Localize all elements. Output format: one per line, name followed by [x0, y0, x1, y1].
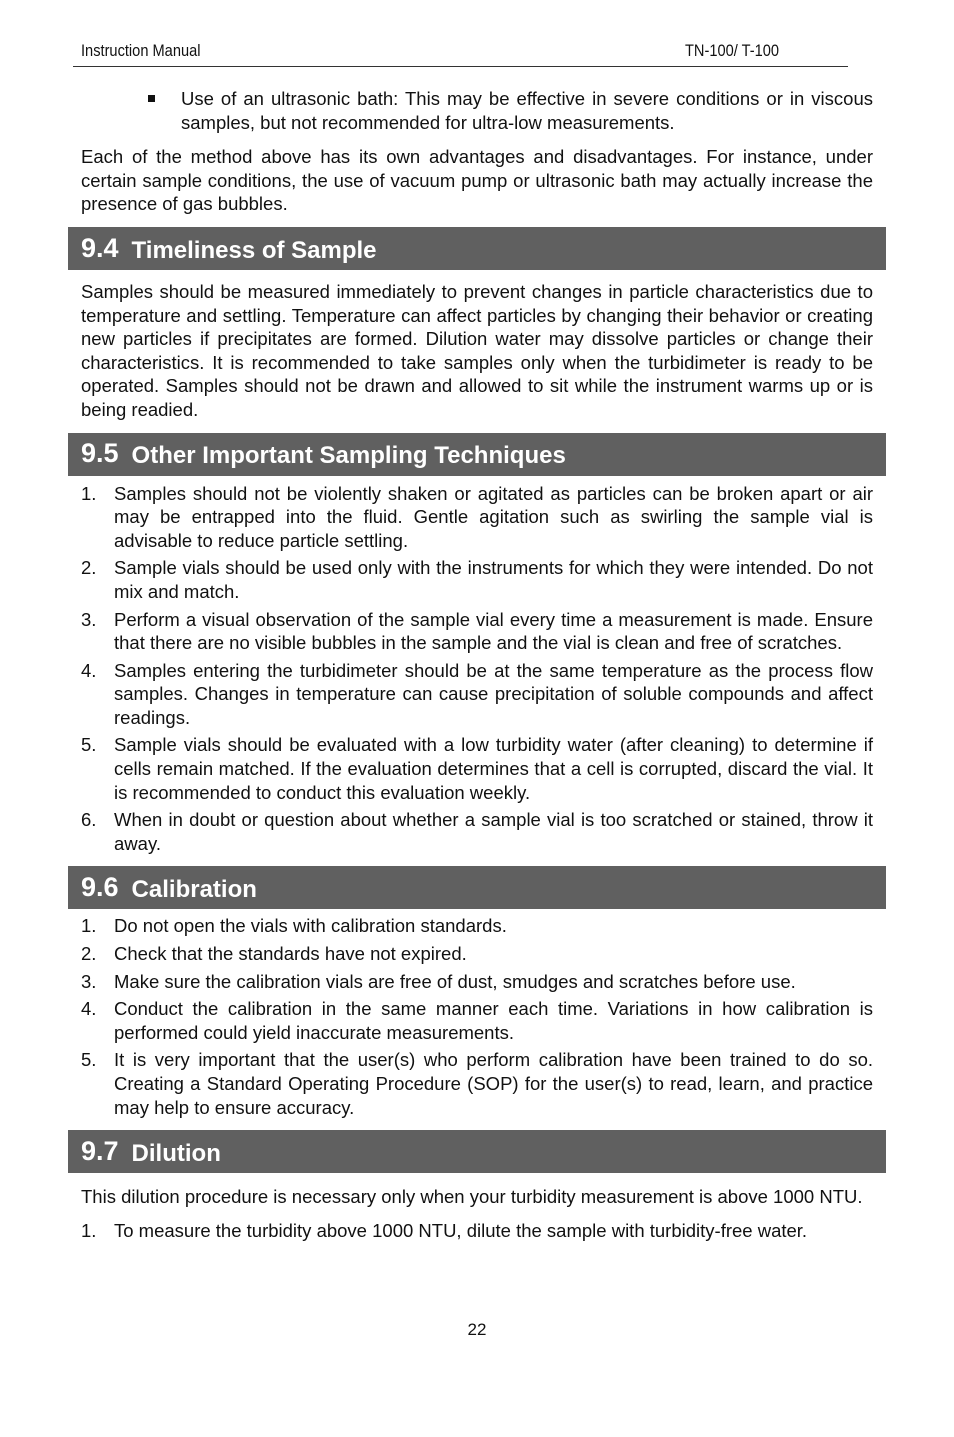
section-title: Timeliness of Sample: [131, 236, 377, 264]
list-item: [81, 970, 873, 994]
header-rule: [73, 66, 848, 67]
list-item-text: Samples entering the turbidimeter should be at the same temperature as the process flow samples. Changes in temperature can cause precipitation of soluble compounds and affect readings.: [114, 659, 873, 728]
section-title: Other Important Sampling Techniques: [131, 442, 566, 470]
list-item-text: It is very important that the user(s) who perform calibration have been trained to do so. Creating a Standard Operating Procedure (SOP) for the user(s) to read, learn, and practice may help to ensure accuracy.: [114, 1049, 873, 1118]
list-item-number: 2.: [81, 557, 97, 579]
square-bullet-icon: [148, 95, 155, 102]
list-item-number: 1.: [81, 482, 97, 504]
section-heading-9-5: [68, 433, 886, 476]
section-heading-9-4: [68, 227, 886, 270]
list-item-text: Make sure the calibration vials are free of dust, smudges and scratches before use.: [114, 970, 796, 992]
list-item-text: Perform a visual observation of the sample vial every time a measurement is made. Ensure that there are no visible bubbles in the sample and the vial is clean and free of scratches.: [114, 608, 873, 654]
section-number: 9.4: [81, 232, 119, 263]
list-item-number: 4.: [81, 659, 97, 681]
section-title: Calibration: [131, 876, 257, 904]
section-heading-9-6: [68, 866, 886, 909]
list-item: [81, 482, 873, 553]
section-paragraph: Samples should be measured immediately to prevent changes in particle characteristics due to temperature and settling. Temperature can affect particles by changing their behavior or creating new particles if precipitates are formed. Dilution water may dissolve particles or change their characteristics. It is recommended to take samples only when the turbidimeter is ready to be operated. Samples should not be drawn and allowed to sit while the instrument warms up or is being readied.: [81, 280, 873, 420]
list-item-text: Sample vials should be used only with the instruments for which they were intended. Do not mix and match.: [114, 557, 873, 602]
list-item-number: 5.: [81, 1049, 97, 1071]
section-heading-9-7: [68, 1130, 886, 1173]
list-item: [81, 942, 873, 966]
list-item-number: 3.: [81, 970, 97, 992]
section-number: 9.5: [81, 438, 119, 469]
list-item: [81, 914, 873, 938]
list-item-number: 3.: [81, 608, 97, 630]
section-number: 9.7: [81, 1135, 119, 1166]
list-item: [81, 997, 873, 1044]
dilution-steps-list: [81, 1219, 873, 1243]
list-item-number: 4.: [81, 998, 97, 1020]
section-number: 9.6: [81, 872, 119, 903]
list-item-text: Conduct the calibration in the same manner each time. Variations in how calibration is performed could yield inaccurate measurements.: [114, 998, 873, 1043]
list-item-text: Samples should not be violently shaken or agitated as particles can be broken apart or air may be entrapped into the fluid. Gentle agitation such as swirling the sample vial is advisable to reduce particle settling.: [114, 482, 873, 551]
list-item: [81, 733, 873, 804]
list-item: [81, 608, 873, 655]
intro-paragraph: Each of the method above has its own advantages and disadvantages. For instance, under certain sample conditions, the use of vacuum pump or ultrasonic bath may actually increase the presence of gas bubbles.: [81, 146, 873, 215]
list-item-text: Check that the standards have not expired.: [114, 943, 467, 965]
list-item-number: 1.: [81, 915, 97, 937]
list-item-text: To measure the turbidity above 1000 NTU, dilute the sample with turbidity-free water.: [114, 1219, 808, 1241]
bullet-text: Use of an ultrasonic bath: This may be effective in severe conditions or in viscous samples, but not recommended for ultra-low measurements.: [181, 88, 873, 133]
section-title: Dilution: [131, 1139, 221, 1167]
page-content: [81, 87, 873, 1242]
header-model-number: TN-100/ T-100: [685, 41, 779, 60]
list-item: [81, 1219, 873, 1243]
list-item: [81, 808, 873, 855]
list-item-text: When in doubt or question about whether a sample vial is too scratched or stained, throw it away.: [114, 809, 873, 854]
header-manual-title: Instruction Manual: [81, 41, 201, 60]
section-paragraph: This dilution procedure is necessary only when your turbidity measurement is above 1000 NTU.: [81, 1186, 863, 1208]
bullet-item: [81, 87, 873, 134]
list-item-text: Sample vials should be evaluated with a low turbidity water (after cleaning) to determine if cells remain matched. If the evaluation determines that a cell is corrupted, discard the vial. It is recommended to conduct this evaluation weekly.: [114, 734, 873, 803]
list-item: [81, 556, 873, 603]
sampling-techniques-list: [81, 482, 873, 856]
list-item: [81, 1048, 873, 1119]
page-number: 22: [467, 1320, 487, 1339]
list-item-number: 2.: [81, 943, 97, 965]
list-item-text: Do not open the vials with calibration standards.: [114, 915, 507, 937]
calibration-list: [81, 914, 873, 1119]
list-item-number: 5.: [81, 734, 97, 756]
list-item-number: 6.: [81, 809, 97, 831]
list-item-number: 1.: [81, 1219, 97, 1241]
list-item: [81, 659, 873, 730]
